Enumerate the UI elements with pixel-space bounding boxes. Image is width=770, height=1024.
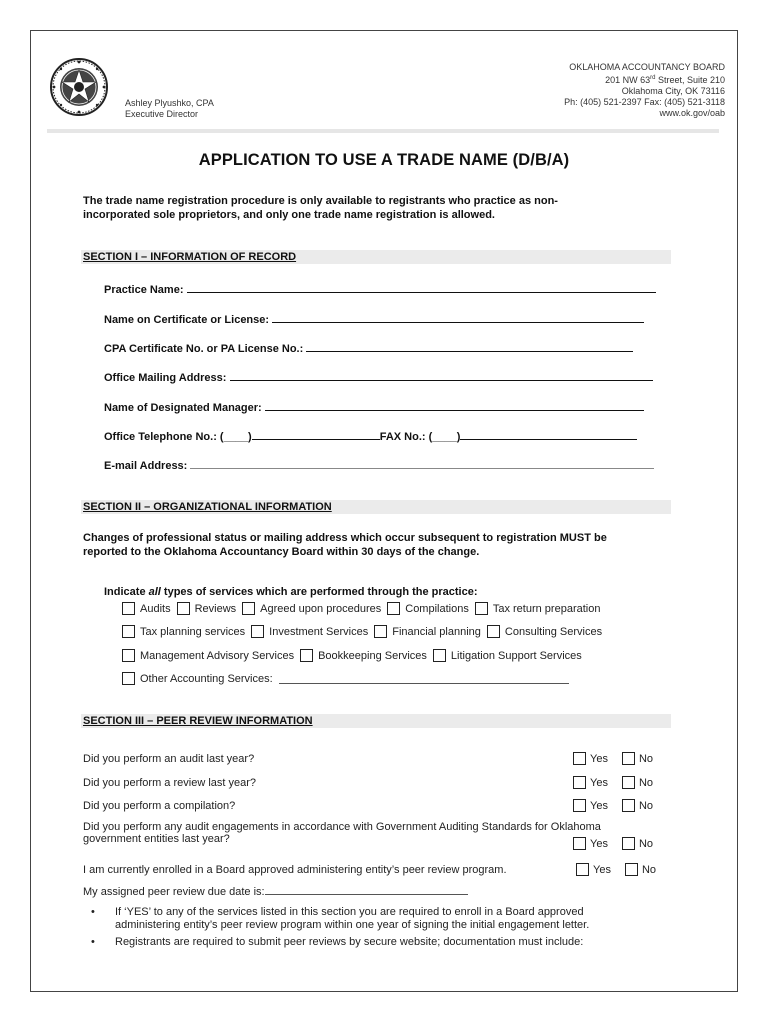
section2-title: SECTION II – ORGANIZATIONAL INFORMATION [83,501,332,513]
service-agreed-upon-checkbox[interactable]: Agreed upon procedures [242,602,381,615]
director-block [125,98,214,120]
director-title: Executive Director [125,109,199,119]
services-row-2 [122,625,608,638]
question-government-options: Yes No [573,837,653,850]
compilation-yes-checkbox[interactable] [573,799,586,812]
question-government-label: Did you perform any audit engagements in accordance with Government Auditing Standards for Oklahoma government entities last year? [83,821,601,845]
enrolled-no-checkbox[interactable] [625,863,638,876]
board-address-line1: 201 NW 63rd Street, Suite 210 [605,75,725,85]
service-litigation-checkbox[interactable]: Litigation Support Services [433,649,582,662]
question-compilation-options: Yes No [573,799,653,812]
audit-no-checkbox[interactable] [622,752,635,765]
question-audit-options: Yes No [573,752,653,765]
section3-title: SECTION III – PEER REVIEW INFORMATION [83,715,313,727]
board-phone-fax: Ph: (405) 521-2397 Fax: (405) 521-3118 [564,97,725,107]
office-telephone-field[interactable]: Office Telephone No.: (____) FAX No.: (____) [104,429,637,443]
intro-text: The trade name registration procedure is only available to registrants who practice as non- incorporated sole proprietors, and only one trade name registration is allowed. [83,195,558,221]
service-tax-return-checkbox[interactable]: Tax return preparation [475,602,601,615]
service-audits-checkbox[interactable]: Audits [122,602,171,615]
header-divider [47,129,719,133]
service-bookkeeping-checkbox[interactable]: Bookkeeping Services [300,649,427,662]
designated-manager-field[interactable]: Name of Designated Manager: [104,400,644,414]
service-other-checkbox[interactable]: Other Accounting Services: [122,672,273,685]
question-audit-label: Did you perform an audit last year? [83,753,255,765]
review-yes-checkbox[interactable] [573,776,586,789]
director-name: Ashley Plyushko, CPA [125,98,214,108]
question-enrolled-options: Yes No [576,863,656,876]
question-enrolled-label: I am currently enrolled in a Board approved administering entity’s peer review program. [83,864,507,876]
service-consulting-checkbox[interactable]: Consulting Services [487,625,602,638]
question-compilation-label: Did you perform a compilation? [83,800,236,812]
section2-note: Changes of professional status or mailing address which occur subsequent to registration MUST be reported to the Oklahoma Accountancy Board within 30 days of the change. [83,532,607,558]
other-services-input[interactable] [279,673,569,684]
bullet-enroll-requirement: • If ‘YES’ to any of the services listed in this section you are required to enroll in a Board approved administering entity’s peer review program within one year of signing the initial engagement letter. [91,906,590,931]
services-row-4 [122,672,569,685]
peer-review-due-date-field[interactable]: My assigned peer review due date is: [83,884,468,898]
service-management-advisory-checkbox[interactable]: Management Advisory Services [122,649,294,662]
certificate-name-field[interactable]: Name on Certificate or License: [104,312,644,326]
services-row-1 [122,602,606,615]
government-yes-checkbox[interactable] [573,837,586,850]
bullet-icon: • [91,906,95,918]
form-title: APPLICATION TO USE A TRADE NAME (D/B/A) [198,151,570,169]
bullet-icon: • [91,936,95,948]
enrolled-yes-checkbox[interactable] [576,863,589,876]
service-tax-planning-checkbox[interactable]: Tax planning services [122,625,245,638]
board-name: OKLAHOMA ACCOUNTANCY BOARD [569,62,725,72]
service-investment-checkbox[interactable]: Investment Services [251,625,368,638]
service-compilations-checkbox[interactable]: Compilations [387,602,469,615]
fax-field[interactable]: FAX No.: (____) [379,431,461,443]
question-review-label: Did you perform a review last year? [83,777,257,789]
state-seal-logo [49,57,109,117]
service-financial-planning-checkbox[interactable]: Financial planning [374,625,481,638]
practice-name-field[interactable]: Practice Name: [104,282,656,296]
service-reviews-checkbox[interactable]: Reviews [177,602,237,615]
section1-title: SECTION I – INFORMATION OF RECORD [83,251,297,263]
board-contact-block [564,62,725,119]
compilation-no-checkbox[interactable] [622,799,635,812]
form-page [30,30,738,992]
email-address-field[interactable]: E-mail Address: [104,458,654,472]
office-mailing-address-field[interactable]: Office Mailing Address: [104,370,653,384]
question-review-options: Yes No [573,776,653,789]
services-row-3 [122,649,588,662]
board-address-line2: Oklahoma City, OK 73116 [621,86,725,96]
services-instruction: Indicate all types of services which are performed through the practice: [104,586,478,598]
board-website: www.ok.gov/oab [659,108,725,118]
audit-yes-checkbox[interactable] [573,752,586,765]
bullet-submit-requirement: • Registrants are required to submit peer reviews by secure website; documentation must include: [91,936,584,948]
review-no-checkbox[interactable] [622,776,635,789]
government-no-checkbox[interactable] [622,837,635,850]
cpa-certificate-field[interactable]: CPA Certificate No. or PA License No.: [104,341,633,355]
